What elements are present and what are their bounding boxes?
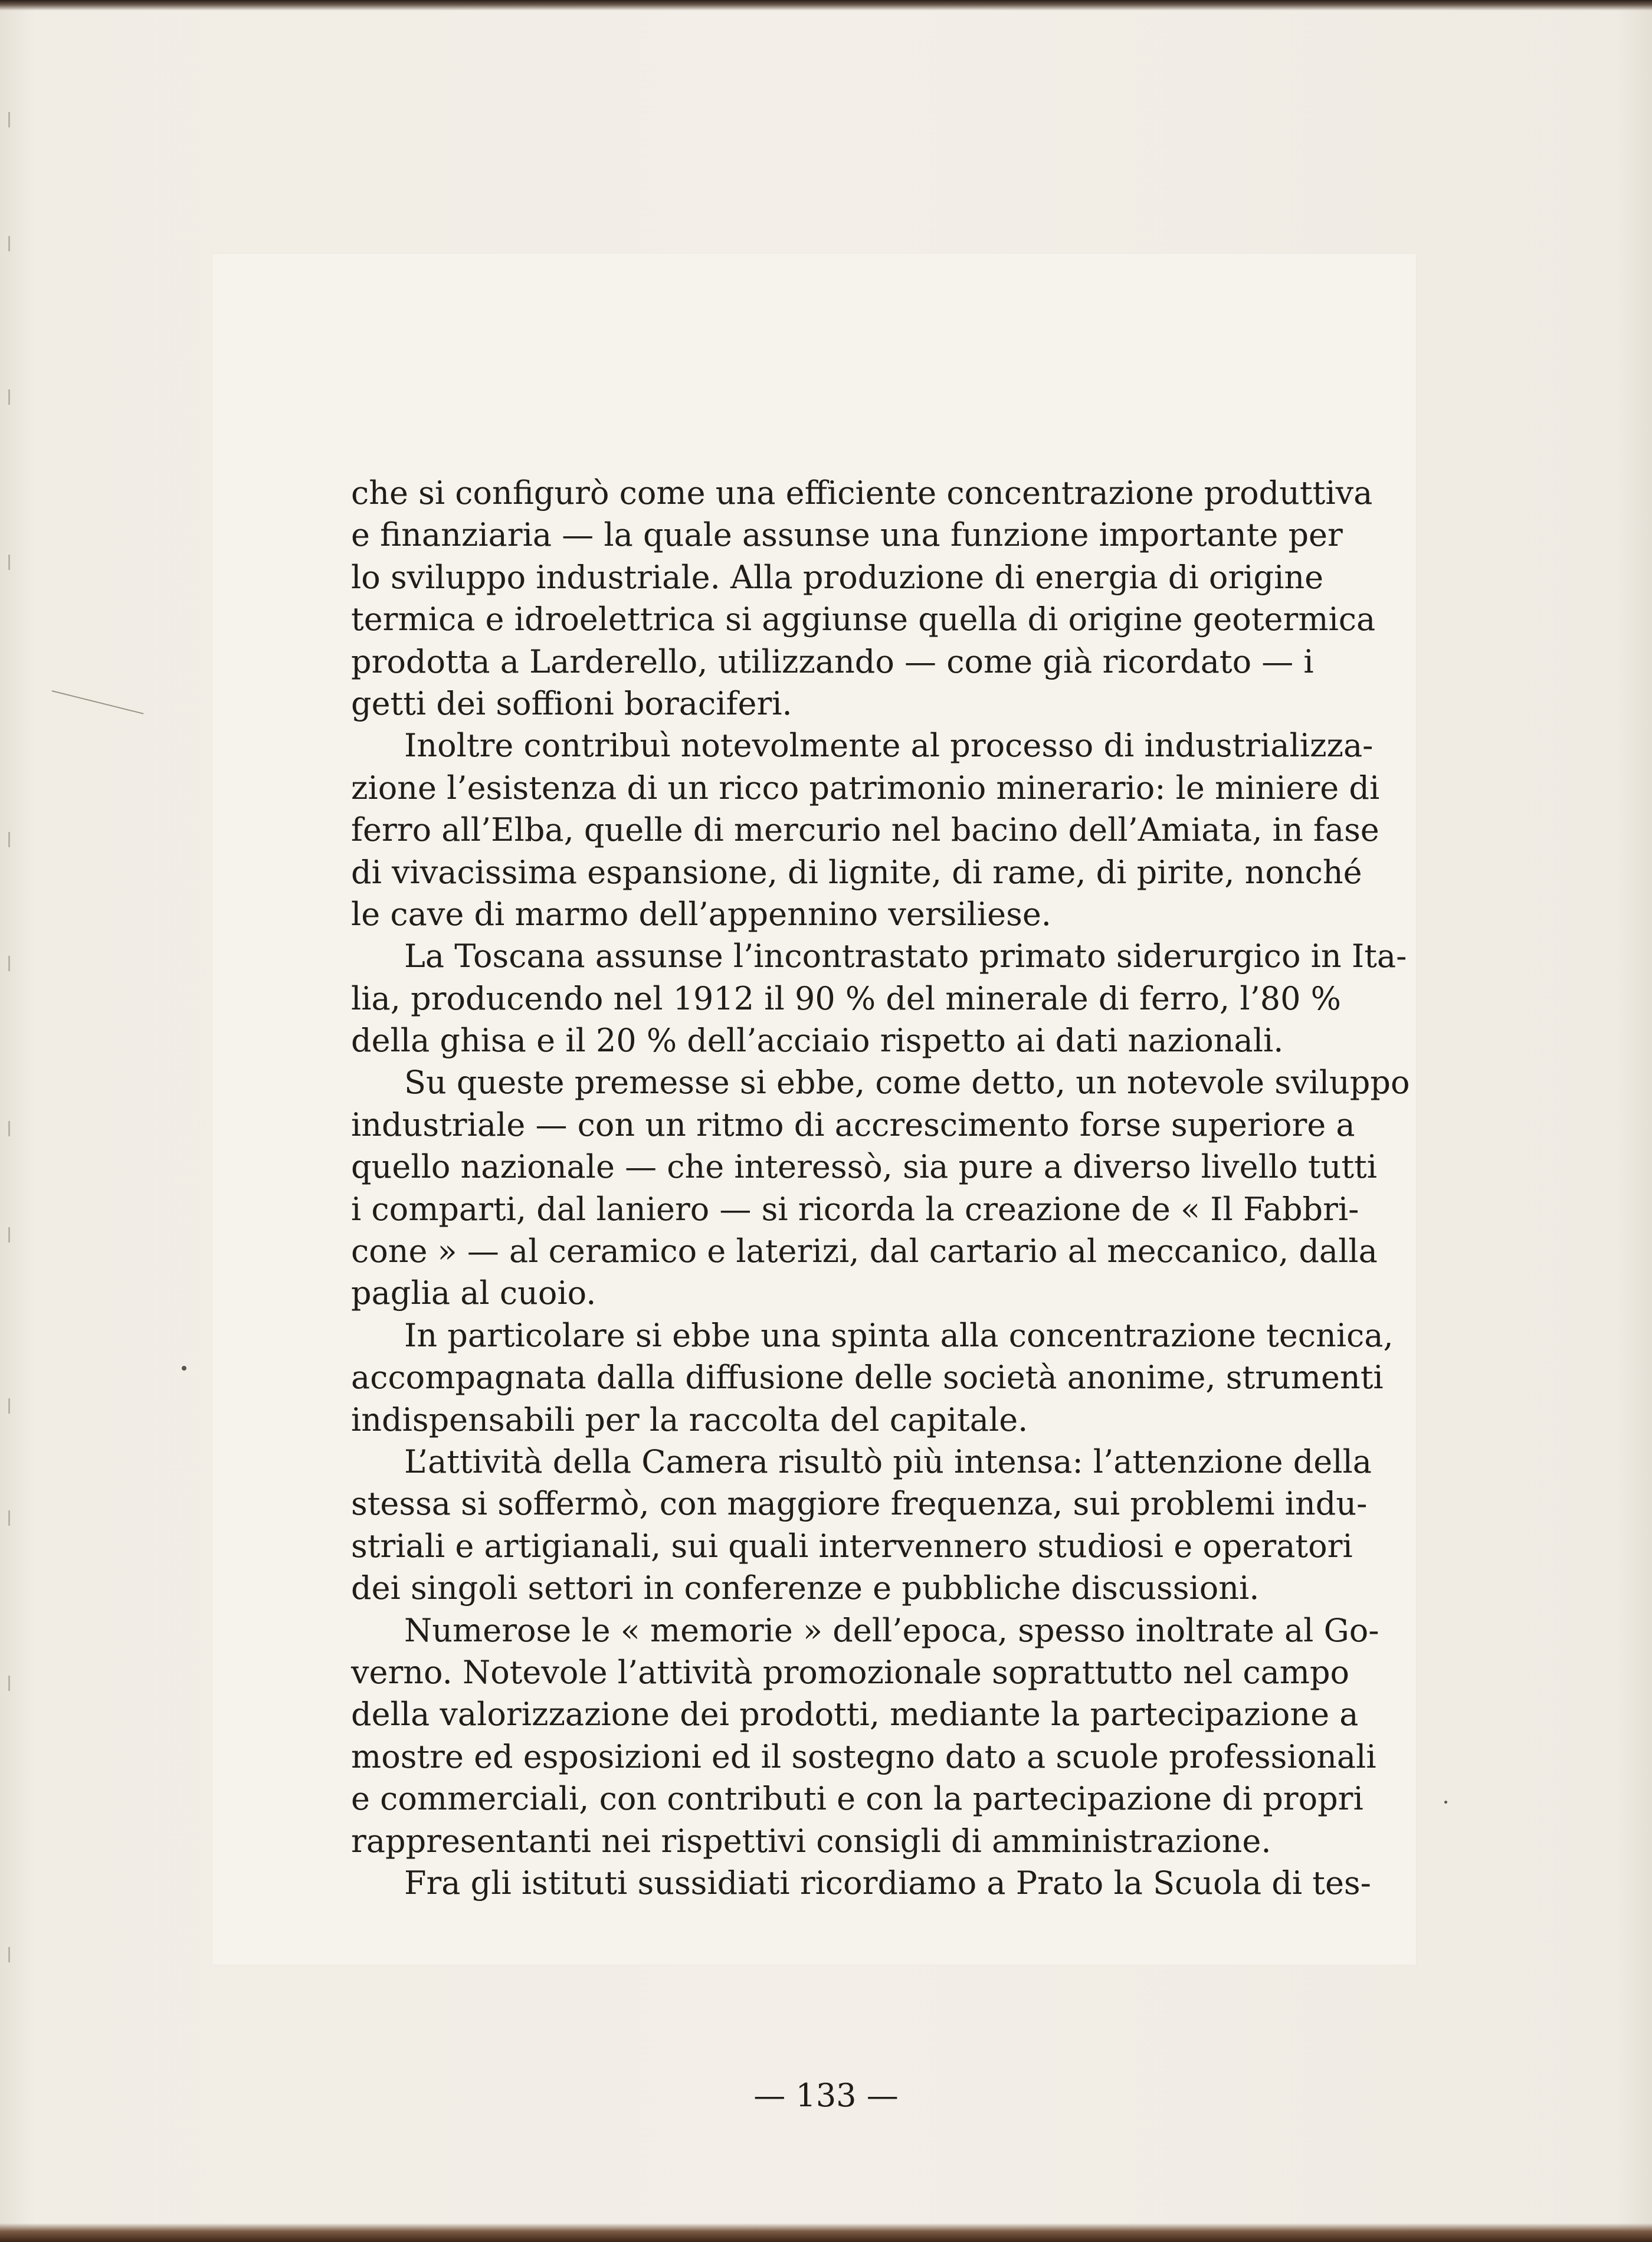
text-line: prodotta a Larderello, utilizzando — come già ricordato — i [351, 643, 1314, 680]
scan-top-edge [0, 0, 1652, 11]
text-line: industriale — con un ritmo di accrescimento forse superiore a [351, 1106, 1355, 1143]
text-line: termica e idroelettrica si aggiunse quella di origine geotermica [351, 601, 1376, 638]
gutter-mark [8, 1947, 10, 1962]
text-line: indispensabili per la raccolta del capitale. [351, 1401, 1028, 1438]
gutter-mark [8, 112, 10, 127]
text-line: verno. Notevole l’attività promozionale soprattutto nel campo [351, 1653, 1350, 1691]
text-line: stessa si soffermò, con maggiore frequenza, sui problemi indu- [351, 1485, 1368, 1523]
paper-speck [182, 1366, 186, 1371]
text-line: Fra gli istituti sussidiati ricordiamo a Prato la Scuola di tes- [404, 1864, 1371, 1902]
text-line: di vivacissima espansione, di lignite, di rame, di pirite, nonché [351, 853, 1362, 891]
text-line: paglia al cuoio. [351, 1274, 596, 1312]
text-line: della valorizzazione dei prodotti, mediante la partecipazione a [351, 1696, 1359, 1733]
gutter-mark [8, 555, 10, 570]
gutter-mark [8, 1676, 10, 1691]
text-line: In particolare si ebbe una spinta alla concentrazione tecnica, [404, 1316, 1394, 1354]
gutter-mark [8, 1398, 10, 1414]
text-line: quello nazionale — che interessò, sia pure a diverso livello tutti [351, 1148, 1377, 1186]
text-line: Numerose le « memorie » dell’epoca, spesso inoltrate al Go- [404, 1611, 1379, 1649]
text-line: i comparti, dal laniero — si ricorda la creazione de « Il Fabbri- [351, 1190, 1359, 1228]
gutter-mark [8, 1121, 10, 1136]
text-line: lia, producendo nel 1912 il 90 % del minerale di ferro, l’80 % [351, 979, 1341, 1017]
text-line: ferro all’Elba, quelle di mercurio nel bacino dell’Amiata, in fase [351, 811, 1379, 849]
text-line: La Toscana assunse l’incontrastato primato siderurgico in Ita- [404, 938, 1407, 975]
text-line: dei singoli settori in conferenze e pubbliche discussioni. [351, 1569, 1260, 1607]
text-line: cone » — al ceramico e laterizi, dal cartario al meccanico, dalla [351, 1233, 1378, 1270]
page-number: — 133 — [753, 2077, 899, 2114]
body-text [351, 472, 1410, 1904]
gutter-mark [8, 1510, 10, 1526]
gutter-mark [8, 1227, 10, 1243]
text-line: mostre ed esposizioni ed il sostegno dato a scuole professionali [351, 1738, 1376, 1775]
text-line: della ghisa e il 20 % dell’acciaio rispetto ai dati nazionali. [351, 1022, 1284, 1060]
text-line: getti dei soffioni boraciferi. [351, 684, 792, 722]
paper-speck [1444, 1801, 1447, 1804]
text-line: L’attività della Camera risultò più intensa: l’attenzione della [404, 1443, 1372, 1480]
text-line: Su queste premesse si ebbe, come detto, un notevole sviluppo [404, 1064, 1410, 1102]
text-line: accompagnata dalla diffusione delle società anonime, strumenti [351, 1359, 1384, 1397]
text-line: e finanziaria — la quale assunse una funzione importante per [351, 516, 1343, 554]
text-line: che si configurò come una efficiente concentrazione produttiva [351, 474, 1373, 512]
text-line: le cave di marmo dell’appennino versiliese. [351, 895, 1051, 933]
scan-bottom-edge [0, 2223, 1652, 2242]
gutter-mark [8, 389, 10, 405]
gutter-mark [8, 956, 10, 971]
gutter-mark [8, 236, 10, 251]
text-line: lo sviluppo industriale. Alla produzione di energia di origine [351, 558, 1324, 596]
text-line: striali e artigianali, sui quali intervennero studiosi e operatori [351, 1527, 1353, 1565]
gutter-mark [8, 832, 10, 847]
text-line: rappresentanti nei rispettivi consigli di amministrazione. [351, 1822, 1271, 1860]
text-line: Inoltre contribuì notevolmente al processo di industrializza- [404, 727, 1374, 765]
text-line: e commerciali, con contributi e con la partecipazione di propri [351, 1780, 1363, 1818]
text-line: zione l’esistenza di un ricco patrimonio minerario: le miniere di [351, 769, 1380, 807]
